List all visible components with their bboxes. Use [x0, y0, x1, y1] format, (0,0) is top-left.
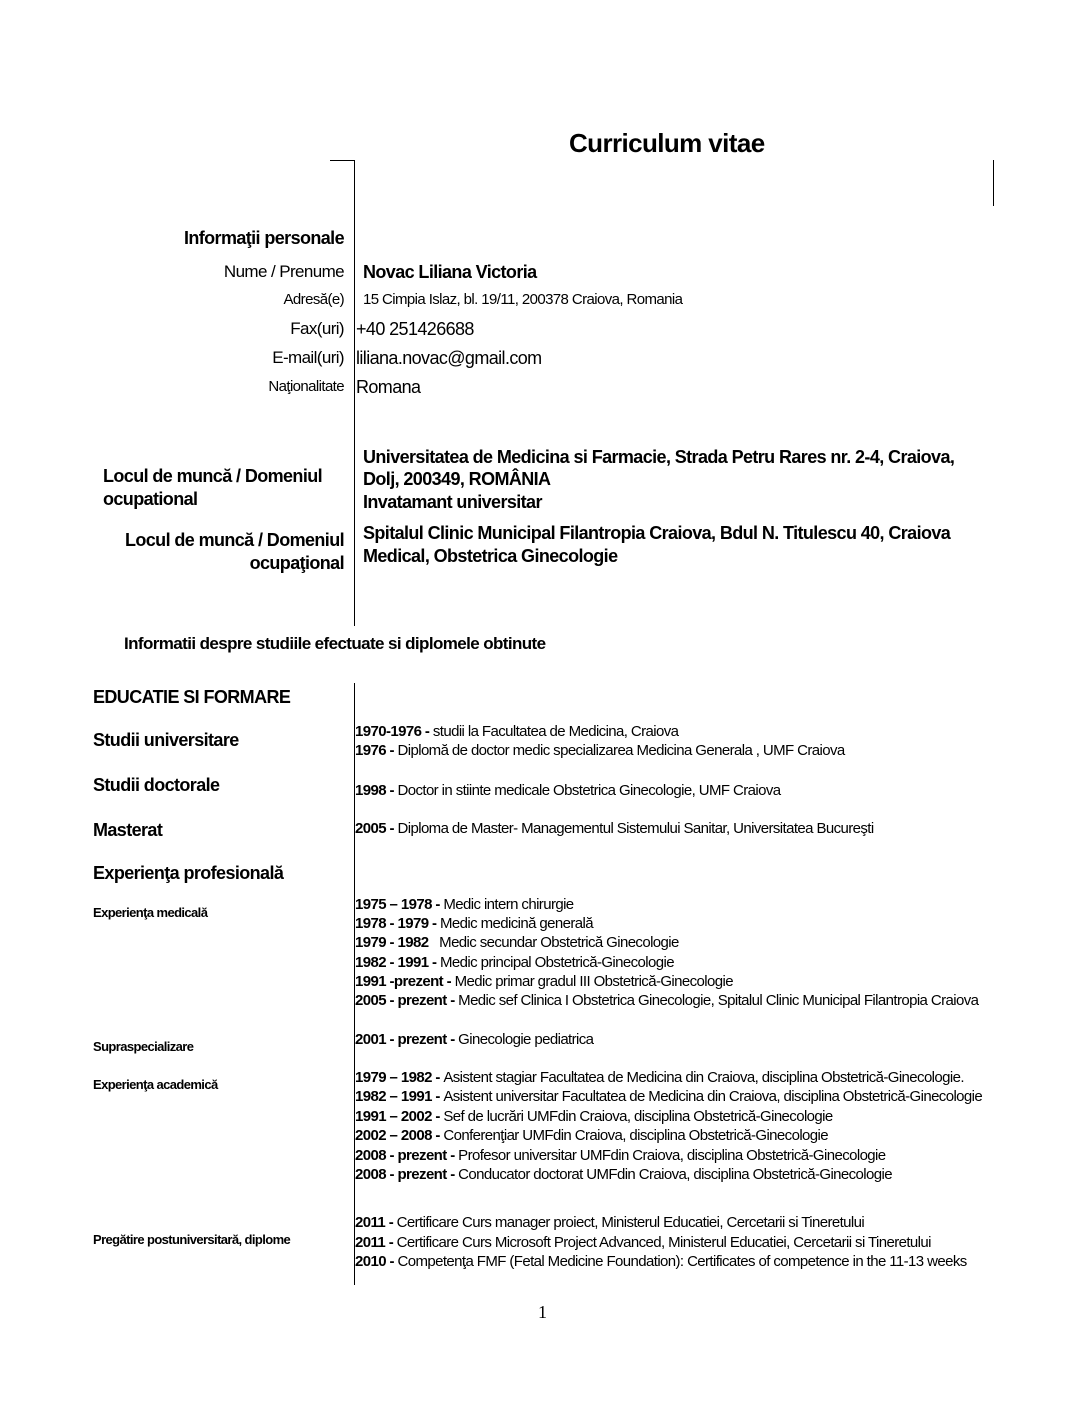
education-label: Studii universitare	[93, 730, 239, 750]
entry-period: 1976 -	[355, 742, 398, 760]
field-label: Nume / Prenume	[223, 262, 344, 281]
entry-line	[355, 741, 845, 761]
field-value: Romana	[356, 377, 421, 397]
entry-period: 1982 – 1991 -	[355, 1088, 444, 1106]
section-heading-personal: Informaţii personale	[183, 228, 344, 248]
entry-text: Asistent universitar Facultatea de Medicina din Craiova, disciplina Obstetrică-Ginecologie	[443, 1088, 983, 1106]
entry-text: Profesor universitar UMFdin Craiova, disciplina Obstetrică-Ginecologie	[458, 1146, 886, 1164]
entry-text: Medic secundar Obstetrică Ginecologie	[439, 934, 679, 952]
entry-period: 1991 – 2002 -	[355, 1107, 444, 1125]
entry-text: Conducator doctorat UMFdin Craiova, disciplina Obstetrică-Ginecologie	[458, 1166, 892, 1183]
entry-period: 2010 -	[355, 1253, 398, 1270]
entry-period: 2002 – 2008 -	[355, 1127, 444, 1145]
entry-period: 2005 -	[355, 820, 398, 837]
workplace-label: ocupational	[103, 489, 198, 509]
entry-line	[355, 1165, 892, 1185]
education-label: Supraspecializare	[93, 1039, 194, 1054]
field-value: Novac Liliana Victoria	[363, 262, 537, 282]
entry-text: Diplomă de doctor medic specializarea Medicina Generala , UMF Craiova	[397, 742, 845, 760]
education-label: Studii doctorale	[93, 775, 220, 795]
entry-text: Sef de lucrări UMFdin Craiova, disciplina Obstetrică-Ginecologie	[443, 1107, 833, 1125]
entry-line	[355, 1030, 593, 1050]
education-label: Masterat	[93, 820, 163, 840]
education-label: Experienţa academică	[93, 1077, 218, 1092]
entry-text: Medic principal Obstetrică-Ginecologie	[440, 953, 674, 971]
education-label: Pregătire postuniversitară, diplome	[93, 1232, 291, 1247]
field-value: liliana.novac@gmail.com	[356, 348, 542, 368]
entry-period: 1979 – 1982 -	[355, 1069, 444, 1086]
document-title: Curriculum vitae	[569, 128, 765, 158]
entry-line	[355, 895, 574, 915]
field-label: E-mail(uri)	[272, 348, 344, 367]
entry-text: Doctor in stiinte medicale Obstetrica Ginecologie, UMF Craiova	[397, 782, 781, 799]
experience-heading: Experienţa profesională	[93, 863, 284, 883]
field-label: Naţionalitate	[268, 378, 344, 395]
entry-text: Medic sef Clinica I Obstetrica Ginecologie, Spitalul Clinic Municipal Filantropia Craiova	[458, 992, 979, 1009]
entry-text: Competenţa FMF (Fetal Medicine Foundation): Certificates of competence in the 11-13 weeks	[397, 1253, 967, 1270]
entry-text: Certificare Curs manager proiect, Ministerul Educatiei, Cercetarii si Tineretului	[396, 1214, 865, 1231]
field-label: Adresă(e)	[283, 291, 344, 308]
entry-period: 1978 - 1979 -	[355, 915, 440, 933]
entry-period: 1982 - 1991 -	[355, 953, 440, 971]
entry-text: Ginecologie pediatrica	[458, 1031, 594, 1048]
entry-period: 2008 - prezent -	[355, 1146, 459, 1164]
page-number: 1	[538, 1302, 547, 1322]
education-label: Experienţa medicală	[93, 905, 208, 920]
entry-period: 1979 - 1982	[355, 934, 440, 952]
entry-period: 1998 -	[355, 782, 398, 799]
entry-text: Conferenţiar UMFdin Craiova, disciplina Obstetrică-Ginecologie	[443, 1127, 829, 1145]
entry-period: 1991 -prezent -	[355, 972, 455, 990]
workplace-label: Locul de muncă / Domeniul	[103, 466, 323, 486]
entry-text: Certificare Curs Microsoft Project Advanced, Ministerul Educatiei, Cercetarii si Tineretului	[396, 1233, 931, 1251]
entry-line	[355, 953, 674, 973]
field-value: +40 251426688	[356, 319, 474, 339]
entry-line	[355, 722, 678, 742]
entry-line	[355, 1146, 886, 1166]
entry-text: Diploma de Master- Managementul Sistemului Sanitar, Universitatea Bucureşti	[397, 820, 874, 837]
entry-line	[355, 1126, 828, 1146]
entry-text: Medic medicină generală	[440, 915, 593, 933]
workplace-line: Dolj, 200349, ROMÂNIA	[363, 469, 551, 489]
column-divider	[354, 160, 355, 626]
entry-text: studii la Facultatea de Medicina, Craiova	[432, 723, 679, 740]
entry-line	[355, 1213, 864, 1233]
entry-period: 2011 -	[355, 1233, 397, 1251]
entry-line	[355, 1252, 967, 1272]
workplace-line: Spitalul Clinic Municipal Filantropia Craiova, Bdul N. Titulescu 40, Craiova	[363, 523, 951, 543]
entry-line	[355, 1087, 982, 1107]
entry-line	[355, 1068, 964, 1088]
field-value: 15 Cimpia Islaz, bl. 19/11, 200378 Craiova, Romania	[363, 291, 683, 308]
column-divider-right	[993, 160, 994, 206]
entry-period: 2001 - prezent -	[355, 1031, 459, 1048]
education-heading: EDUCATIE SI FORMARE	[93, 687, 291, 707]
entry-period: 1970-1976 -	[355, 723, 433, 740]
workplace-label: Locul de muncă / Domeniul	[124, 530, 344, 550]
entry-text: Medic intern chirurgie	[443, 896, 574, 913]
entry-period: 2011 -	[355, 1214, 397, 1231]
entry-text: Asistent stagiar Facultatea de Medicina din Craiova, disciplina Obstetrică-Ginecologie.	[443, 1069, 964, 1086]
entry-line	[355, 819, 874, 839]
entry-line	[355, 1233, 931, 1253]
studies-heading: Informatii despre studiile efectuate si diplomele obtinute	[124, 634, 546, 653]
entry-line	[355, 781, 780, 801]
entry-line	[355, 991, 978, 1011]
entry-period: 1975 – 1978 -	[355, 896, 444, 913]
entry-line	[355, 914, 593, 934]
workplace-line: Universitatea de Medicina si Farmacie, Strada Petru Rares nr. 2-4, Craiova,	[363, 447, 955, 467]
divider	[330, 160, 355, 161]
entry-line	[355, 972, 733, 992]
entry-period: 2008 - prezent -	[355, 1166, 459, 1183]
entry-text: Medic primar gradul III Obstetrică-Ginecologie	[454, 972, 733, 990]
entry-line	[355, 1107, 833, 1127]
workplace-line: Invatamant universitar	[363, 492, 542, 512]
workplace-label: ocupaţional	[249, 553, 344, 573]
field-label: Fax(uri)	[290, 319, 344, 338]
entry-period: 2005 - prezent -	[355, 992, 459, 1009]
workplace-line: Medical, Obstetrica Ginecologie	[363, 546, 618, 566]
entry-line	[355, 933, 679, 953]
